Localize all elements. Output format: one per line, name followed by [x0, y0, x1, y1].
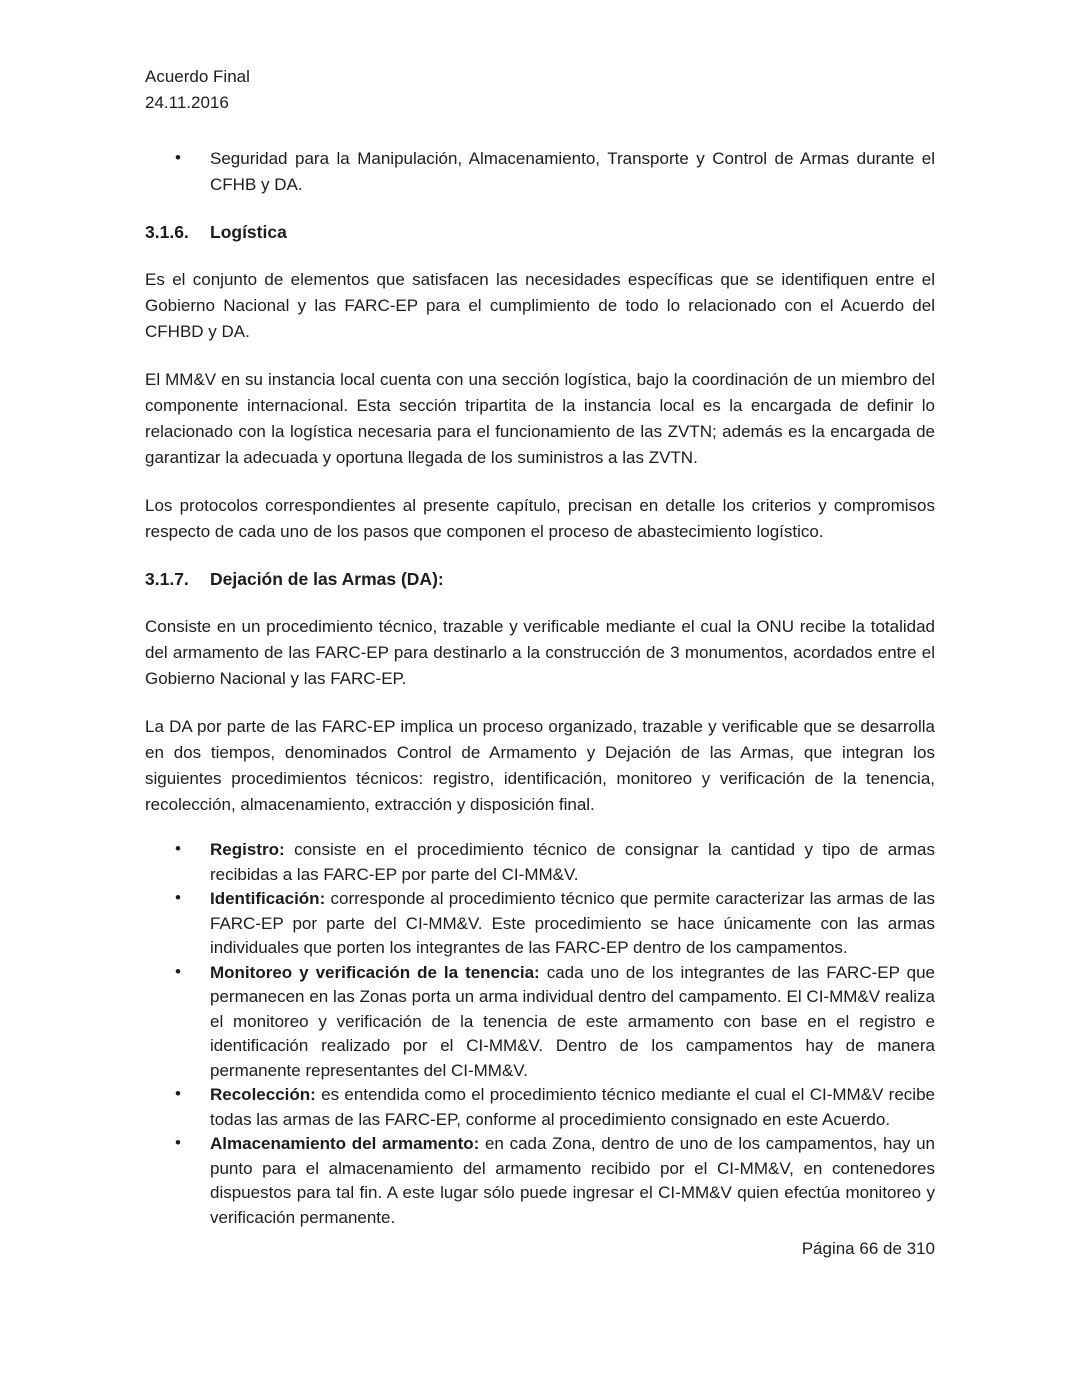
list-item-text: consiste en el procedimiento técnico de consignar la cantidad y tipo de armas recibidas a las FARC-EP por parte del CI-MM&V.	[210, 840, 935, 884]
list-item	[145, 146, 935, 198]
paragraph: Los protocolos correspondientes al presente capítulo, precisan en detalle los criterios y compromisos respecto de cada uno de los pasos que componen el proceso de abastecimiento logístico.	[145, 496, 935, 541]
bullet-icon: •	[175, 148, 181, 167]
list-item-term: Almacenamiento del armamento:	[210, 1134, 480, 1153]
section-number: 3.1.7.	[145, 569, 189, 589]
list-item	[145, 887, 935, 961]
paragraph: Es el conjunto de elementos que satisfacen las necesidades específicas que se identifiquen entre el Gobierno Nacional y las FARC-EP para el cumplimiento de todo lo relacionado con el Acuerdo del CFHBD y DA.	[145, 270, 935, 341]
bullet-icon: •	[175, 1084, 181, 1103]
bullet-icon: •	[175, 888, 181, 907]
list-item	[145, 838, 935, 887]
section-heading-316	[145, 219, 935, 245]
page-number-indicator: Página 66 de 310	[801, 1239, 935, 1258]
list-item	[145, 1132, 935, 1230]
list-item-text: Seguridad para la Manipulación, Almacenamiento, Transporte y Control de Armas durante el CFHB y DA.	[210, 149, 935, 194]
bullet-icon: •	[175, 961, 181, 981]
document-title: Acuerdo Final	[145, 67, 250, 86]
list-item	[145, 961, 935, 1084]
section-heading-317	[145, 566, 935, 592]
section-title: Dejación de las Armas (DA):	[210, 569, 444, 589]
paragraph: El MM&V en su instancia local cuenta con una sección logística, bajo la coordinación de un miembro del componente internacional. Esta sección tripartita de la instancia local es la encargada de definir lo relacionado con la logística necesaria para el funcionamiento de las ZVTN; además es la encargada de garantizar la adecuada y oportuna llegada de los suministros a las ZVTN.	[145, 370, 935, 467]
list-item-text: es entendida como el procedimiento técnico mediante el cual el CI-MM&V recibe todas las armas de las FARC-EP, conforme al procedimiento consignado en este Acuerdo.	[210, 1085, 935, 1129]
intro-bullet-list	[145, 146, 935, 198]
list-item-term: Recolección:	[210, 1085, 316, 1104]
document-header	[145, 64, 935, 116]
bullet-icon: •	[175, 1133, 181, 1152]
definitions-bullet-list	[145, 838, 935, 1230]
bullet-icon: •	[175, 839, 181, 858]
list-item-text: cada uno de los integrantes de las FARC-EP que permanecen en las Zonas porta un arma individual dentro del campamento. El CI-MM&V realiza el monitoreo y verificación de la tenencia de este armamento con base en el registro e identificación realizado por el CI-MM&V. Dentro de los campamentos hay de manera permanente representantes del CI-MM&V.	[210, 962, 935, 1080]
section-title: Logística	[210, 222, 287, 242]
list-item-term: Identificación:	[210, 889, 326, 908]
document-date: 24.11.2016	[145, 93, 229, 112]
list-item-text: en cada Zona, dentro de uno de los campamentos, hay un punto para el almacenamiento del armamento recibido por el CI-MM&V, en contenedores dispuestos para tal fin. A este lugar sólo puede ingresar el CI-MM&V quien efectúa monitoreo y verificación permanente.	[210, 1134, 935, 1227]
section-number: 3.1.6.	[145, 222, 189, 242]
list-item-term: Monitoreo y verificación de la tenencia:	[210, 962, 540, 982]
list-item-text: corresponde al procedimiento técnico que permite caracterizar las armas de las FARC-EP por parte del CI-MM&V. Este procedimiento se hace únicamente con las armas individuales que porten los integrantes de las FARC-EP dentro de los campamentos.	[210, 889, 935, 957]
paragraph: Consiste en un procedimiento técnico, trazable y verificable mediante el cual la ONU recibe la totalidad del armamento de las FARC-EP para destinarlo a la construcción de 3 monumentos, acordados entre el Gobierno Nacional y las FARC-EP.	[145, 617, 935, 688]
paragraph: La DA por parte de las FARC-EP implica un proceso organizado, trazable y verificable que se desarrolla en dos tiempos, denominados Control de Armamento y Dejación de las Armas, que integran los siguientes procedimientos técnicos: registro, identificación, monitoreo y verificación de la tenencia, recolección, almacenamiento, extracción y disposición final.	[145, 717, 935, 814]
list-item-term: Registro:	[210, 840, 285, 859]
list-item	[145, 1083, 935, 1132]
